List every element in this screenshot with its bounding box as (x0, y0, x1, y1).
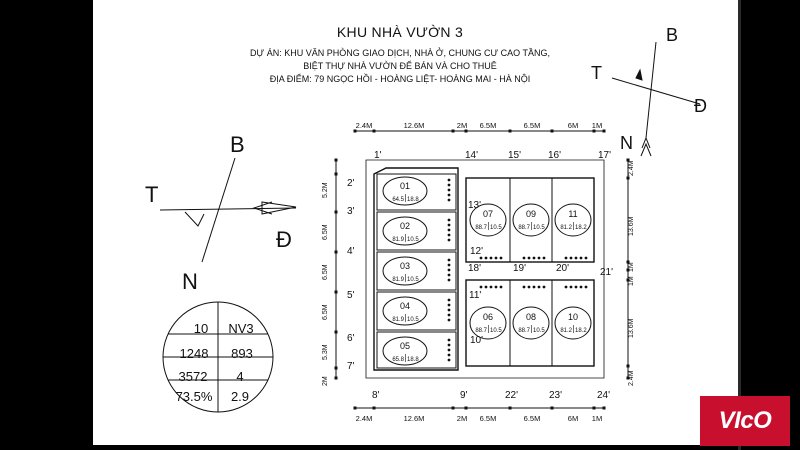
plot-length: 10.5 (407, 317, 419, 323)
grid-label: 2' (347, 178, 355, 189)
dimension-tick (452, 130, 455, 133)
dimension-tick (551, 130, 554, 133)
dim-right: 2.4M (628, 160, 635, 176)
dot-marker (448, 349, 451, 352)
dim-top: 2M (456, 121, 468, 130)
dot-marker (495, 257, 498, 260)
dim-bottom: 6.5M (479, 414, 497, 423)
dim-bottom: 6M (567, 414, 579, 423)
address-line: ĐỊA ĐIỂM: 79 NGỌC HỒI - HOÀNG LIỆT- HOÀNG MAI - HÀ NỘI (269, 74, 531, 84)
dimension-tick (593, 407, 596, 410)
plot-number: 02 (399, 221, 411, 231)
plot-length: 10.5 (533, 328, 545, 334)
page-title: KHU NHÀ VƯỜN 3 (336, 24, 464, 40)
dim-top: 1M (591, 121, 603, 130)
plot-length: 10.5 (490, 328, 502, 334)
dot-marker (448, 309, 451, 312)
dimension-tick (509, 130, 512, 133)
grid-label: 20' (556, 263, 570, 274)
dot-marker (448, 344, 451, 347)
dimension-tick (335, 367, 338, 370)
grid-label: 15' (508, 150, 522, 161)
dot-marker (490, 286, 493, 289)
summary-cell: 10 (193, 321, 209, 336)
plot-area: 81.9 (392, 237, 404, 243)
dot-marker (585, 257, 588, 260)
dot-marker (448, 179, 451, 182)
dot-marker (543, 257, 546, 260)
plot-number: 11 (568, 209, 578, 219)
grid-label: 14' (465, 150, 479, 161)
compass-small-north: B (666, 25, 679, 45)
plot-area: 81.9 (392, 277, 404, 283)
dimension-tick (373, 130, 376, 133)
plot-length: 10.5 (407, 237, 419, 243)
dot-marker (580, 286, 583, 289)
dim-left: 6.5M (322, 304, 329, 320)
dim-top: 12.6M (403, 121, 425, 130)
vico-logo: VIcO (700, 396, 790, 446)
dot-marker (448, 239, 451, 242)
compass-large-south: N (182, 269, 198, 294)
grid-label: 24' (597, 390, 611, 401)
plot-number: 06 (482, 312, 494, 322)
dot-marker (485, 257, 488, 260)
grid-label: 11' (469, 290, 482, 301)
dim-left: 2M (322, 376, 329, 386)
summary-cell: 893 (231, 346, 253, 361)
compass-small-east: Đ (694, 96, 707, 116)
plot-length: 18.8 (407, 357, 419, 363)
dim-left: 5.3M (322, 344, 329, 360)
dot-marker (448, 229, 451, 232)
grid-label: 19' (513, 263, 527, 274)
summary-cell: 73.5% (175, 389, 213, 404)
dimension-tick (551, 407, 554, 410)
grid-label: 7' (347, 361, 355, 372)
grid-label: 9' (460, 390, 468, 401)
dot-marker (523, 257, 526, 260)
grid-label: 4' (347, 246, 355, 257)
plot-length: 18.2 (575, 328, 587, 334)
grid-label: 18' (468, 263, 482, 274)
dimension-tick (627, 365, 630, 368)
dot-marker (580, 257, 583, 260)
project-line-1: DỰ ÁN: KHU VĂN PHÒNG GIAO DỊCH, NHÀ Ở, CHUNG CƯ CAO TẦNG, (250, 48, 550, 58)
summary-cell: 2.9 (230, 389, 250, 404)
dot-marker (448, 314, 451, 317)
dimension-tick (603, 407, 606, 410)
dot-marker (490, 257, 493, 260)
plot-area: 81.2 (560, 328, 572, 334)
plot-length: 10.5 (490, 225, 502, 231)
dot-marker (448, 194, 451, 197)
grid-label: 17' (598, 150, 612, 161)
dimension-tick (335, 211, 338, 214)
dim-right: 13.6M (628, 318, 635, 338)
dim-left: 5.2M (322, 182, 329, 198)
plot-length: 18.8 (407, 197, 419, 203)
compass-large-north: B (230, 132, 245, 157)
dot-marker (575, 286, 578, 289)
plot-area: 81.2 (560, 225, 572, 231)
dimension-tick (335, 251, 338, 254)
grid-label: 22' (505, 390, 519, 401)
dot-marker (495, 286, 498, 289)
plot-number: 04 (399, 301, 411, 311)
dimension-tick (465, 407, 468, 410)
dot-marker (448, 339, 451, 342)
plot-length: 10.5 (533, 225, 545, 231)
dot-marker (448, 274, 451, 277)
dim-bottom: 6.5M (523, 414, 541, 423)
plot-area: 81.9 (392, 317, 404, 323)
dot-marker (538, 257, 541, 260)
dot-marker (565, 286, 568, 289)
grid-label: 10' (470, 335, 484, 346)
dot-marker (448, 199, 451, 202)
dim-bottom: 12.6M (403, 414, 425, 423)
plot-number: 08 (525, 312, 537, 322)
dot-marker (448, 304, 451, 307)
dot-marker (523, 286, 526, 289)
plot-number: 07 (482, 209, 494, 219)
dim-right: 13.6M (628, 216, 635, 236)
dot-marker (448, 224, 451, 227)
plot-area: 64.5 (392, 197, 404, 203)
plot-area: 88.7 (475, 225, 487, 231)
dimension-tick (335, 173, 338, 176)
dim-top: 6.5M (479, 121, 497, 130)
dimension-tick (335, 159, 338, 162)
dot-marker (528, 286, 531, 289)
dimension-tick (335, 291, 338, 294)
dim-bottom: 1M (591, 414, 603, 423)
grid-label: 3' (347, 206, 355, 217)
dot-marker (570, 286, 573, 289)
grid-label: 5' (347, 290, 355, 301)
dot-marker (528, 257, 531, 260)
dimension-tick (509, 407, 512, 410)
dot-marker (448, 359, 451, 362)
dot-marker (448, 264, 451, 267)
plot-area: 88.7 (475, 328, 487, 334)
dim-right: 1M (628, 262, 635, 272)
dot-marker (448, 184, 451, 187)
dot-marker (575, 257, 578, 260)
dot-marker (500, 286, 503, 289)
dimension-tick (603, 130, 606, 133)
summary-cell: 3572 (178, 369, 208, 384)
grid-label: 23' (549, 390, 563, 401)
dot-marker (448, 279, 451, 282)
dot-marker (448, 319, 451, 322)
plot-number: 09 (525, 209, 537, 219)
dimension-tick (354, 407, 357, 410)
summary-cell: 1248 (179, 346, 209, 361)
dot-marker (500, 257, 503, 260)
compass-large-east: Đ (276, 227, 292, 252)
dim-right: 1M (628, 276, 635, 286)
dim-top: 6M (567, 121, 579, 130)
dot-marker (448, 299, 451, 302)
dot-marker (480, 257, 483, 260)
dimension-tick (452, 407, 455, 410)
plot-number: 10 (567, 312, 579, 322)
dimension-tick (373, 407, 376, 410)
plot-area: 88.7 (518, 328, 530, 334)
dim-left: 6.5M (322, 224, 329, 240)
plot-length: 18.2 (575, 225, 587, 231)
plot-area: 88.7 (518, 225, 530, 231)
grid-label: 21' (600, 267, 614, 278)
dim-top: 2.4M (355, 121, 373, 130)
dot-marker (448, 234, 451, 237)
plot-area: 65.8 (392, 357, 404, 363)
grid-label: 16' (548, 150, 562, 161)
dim-top: 6.5M (523, 121, 541, 130)
compass-small-south: N (620, 133, 633, 153)
grid-label: 6' (347, 333, 355, 344)
dimension-tick (335, 377, 338, 380)
dot-marker (565, 257, 568, 260)
summary-cell: 4 (236, 369, 244, 384)
compass-large-west: T (145, 182, 159, 207)
dim-bottom: 2M (456, 414, 468, 423)
grid-label: 13' (468, 200, 482, 211)
plot-length: 10.5 (407, 277, 419, 283)
dot-marker (448, 189, 451, 192)
dot-marker (448, 269, 451, 272)
plot-number: 05 (399, 341, 411, 351)
dot-marker (585, 286, 588, 289)
dim-left: 6.5M (322, 264, 329, 280)
grid-label: 8' (372, 390, 380, 401)
plot-number: 01 (399, 181, 411, 191)
dot-marker (485, 286, 488, 289)
dot-marker (533, 286, 536, 289)
project-line-2: BIỆT THỰ NHÀ VƯỜN ĐỂ BÁN VÀ CHO THUÊ (303, 61, 497, 71)
dot-marker (570, 257, 573, 260)
dot-marker (480, 286, 483, 289)
compass-small-west: T (591, 63, 602, 83)
summary-cell: NV3 (228, 321, 254, 336)
dot-marker (448, 219, 451, 222)
dimension-tick (335, 331, 338, 334)
dot-marker (543, 286, 546, 289)
dim-right: 2.4M (628, 370, 635, 386)
grid-label: 12' (470, 246, 484, 257)
dot-marker (448, 259, 451, 262)
dot-marker (533, 257, 536, 260)
dot-marker (538, 286, 541, 289)
grid-label: 1' (374, 150, 382, 161)
dim-bottom: 2.4M (355, 414, 373, 423)
dot-marker (448, 354, 451, 357)
plot-number: 03 (399, 261, 411, 271)
